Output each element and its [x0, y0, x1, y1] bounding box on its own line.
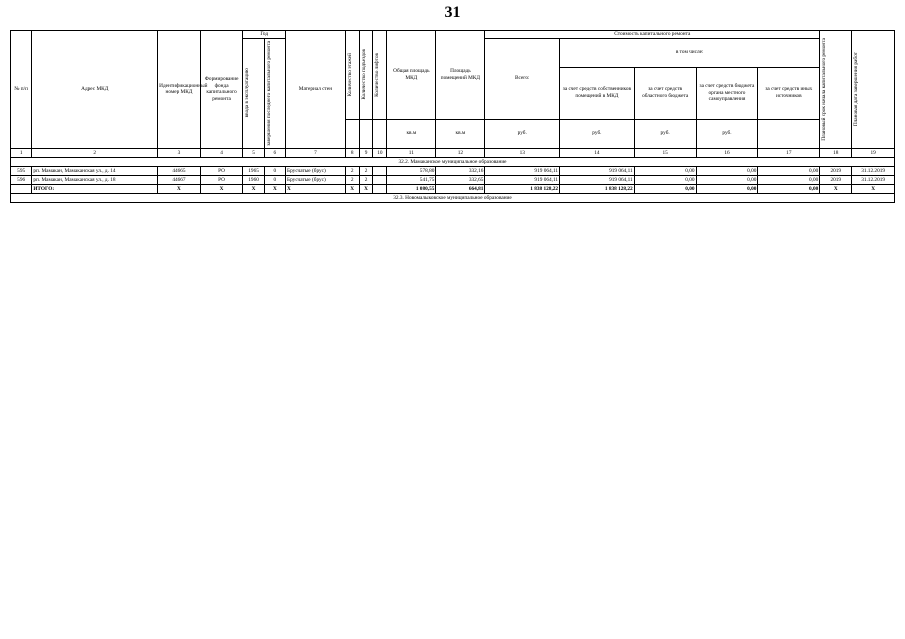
table-cell: 2	[359, 175, 373, 184]
section-title: 32.3. Новомалыковское муниципальное образование	[11, 193, 895, 202]
table-cell: 1 080,55	[387, 184, 436, 193]
table-row	[11, 175, 895, 184]
column-number: 13	[485, 148, 560, 157]
section-row	[11, 157, 895, 166]
hdr-fund: Формирование фонда капитального ремонта	[200, 31, 243, 149]
hdr-cost-group: Стоимость капитального ремонта	[485, 31, 820, 39]
column-number: 19	[852, 148, 895, 157]
column-number: 2	[32, 148, 158, 157]
hdr-incl: в том числе:	[560, 38, 820, 67]
hdr-floors: Количество этажей	[346, 53, 353, 97]
table-cell: 0,00	[696, 166, 758, 175]
table-cell	[373, 166, 387, 175]
table-cell: 1 838 128,22	[560, 184, 635, 193]
table-cell: 2019	[820, 175, 852, 184]
table-cell: 0	[264, 175, 285, 184]
table-cell	[373, 175, 387, 184]
column-number: 15	[634, 148, 696, 157]
hdr-address: Адрес МКД	[32, 31, 158, 149]
table-cell: 2019	[820, 166, 852, 175]
table-cell: 595	[11, 166, 32, 175]
table-cell	[373, 184, 387, 193]
table-cell: 0,00	[696, 175, 758, 184]
table-cell: 919 064,11	[485, 166, 560, 175]
column-number: 14	[560, 148, 635, 157]
hdr-num: № п/п	[11, 31, 32, 149]
column-number: 16	[696, 148, 758, 157]
table-cell: 664,81	[436, 184, 485, 193]
unit-m2-a: кв.м	[387, 119, 436, 148]
table-cell: 44667	[158, 175, 201, 184]
table-cell: 0,00	[634, 166, 696, 175]
hdr-total: Всего:	[485, 38, 560, 119]
table-cell: 1965	[243, 166, 264, 175]
column-number: 4	[200, 148, 243, 157]
hdr-plan-end: Плановая дата завершения работ	[853, 52, 860, 127]
table-cell: 2	[359, 166, 373, 175]
column-number: 17	[758, 148, 820, 157]
table-cell: рп. Мамакан, Мамаканская ул., д. 18	[32, 175, 158, 184]
table-cell: 578,80	[387, 166, 436, 175]
column-number: 6	[264, 148, 285, 157]
table-cell: Брусчатые (брус)	[286, 175, 346, 184]
table-cell: рп. Мамакан, Мамаканская ул., д. 14	[32, 166, 158, 175]
table-cell: 332,65	[436, 175, 485, 184]
column-number: 9	[359, 148, 373, 157]
column-number: 18	[820, 148, 852, 157]
column-number: 5	[243, 148, 264, 157]
table-cell: ИТОГО:	[32, 184, 158, 193]
hdr-year-overhaul: завершения последнего капитального ремонта	[265, 40, 272, 146]
table-cell: 1 838 128,22	[485, 184, 560, 193]
table-cell: 0,00	[634, 184, 696, 193]
column-number: 8	[345, 148, 359, 157]
table-cell: 31.12.2019	[852, 175, 895, 184]
table-cell: 44665	[158, 166, 201, 175]
table-cell: 0,00	[696, 184, 758, 193]
column-number: 1	[11, 148, 32, 157]
table-cell: 332,16	[436, 166, 485, 175]
section-title: 32.2. Мамаканское муниципальное образование	[11, 157, 895, 166]
column-number: 7	[286, 148, 346, 157]
hdr-living-area: Площадь помещений МКД	[436, 31, 485, 120]
hdr-entrances: Количество подъездов	[360, 49, 367, 101]
table-cell: X	[243, 184, 264, 193]
hdr-walls: Материал стен	[286, 31, 346, 149]
hdr-plan-start: Плановый срок начала капитального ремонта	[821, 37, 828, 141]
table-cell: 2	[345, 166, 359, 175]
section-row	[11, 193, 895, 202]
unit-rub-1: руб.	[485, 119, 560, 148]
table-cell: 0,00	[758, 166, 820, 175]
table-cell: РО	[200, 166, 243, 175]
table-cell: X	[158, 184, 201, 193]
column-number: 11	[387, 148, 436, 157]
table-cell: 919 064,11	[560, 166, 635, 175]
table-cell: X	[286, 184, 346, 193]
table-cell: 0,00	[634, 175, 696, 184]
hdr-lifts: Количество лифтов	[374, 52, 381, 97]
capital-repair-table	[10, 30, 895, 203]
table-cell: X	[200, 184, 243, 193]
unit-rub-3: руб.	[634, 119, 696, 148]
hdr-year-built: ввода в эксплуатацию	[244, 68, 251, 118]
table-cell: 1960	[243, 175, 264, 184]
hdr-other: за счет средств иных источников	[758, 67, 820, 119]
table-cell: X	[345, 184, 359, 193]
table-cell: 919 064,11	[485, 175, 560, 184]
hdr-year-group: Год	[243, 31, 286, 39]
table-cell: РО	[200, 175, 243, 184]
table-cell: X	[820, 184, 852, 193]
hdr-regional: за счет средств областного бюджета	[634, 67, 696, 119]
column-number: 10	[373, 148, 387, 157]
column-number: 12	[436, 148, 485, 157]
table-cell: 31.12.2019	[852, 166, 895, 175]
column-number: 3	[158, 148, 201, 157]
table-cell: 0,00	[758, 184, 820, 193]
table-cell: 0	[264, 166, 285, 175]
table-cell: X	[359, 184, 373, 193]
table-cell	[11, 184, 32, 193]
column-number-row	[11, 148, 895, 157]
table-cell: X	[852, 184, 895, 193]
table-cell: 919 064,11	[560, 175, 635, 184]
hdr-total-area: Общая площадь МКД	[387, 31, 436, 120]
unit-m2-b: кв.м	[436, 119, 485, 148]
table-cell: Брусчатые (брус)	[286, 166, 346, 175]
page-number: 31	[444, 4, 461, 21]
table-cell: 541,75	[387, 175, 436, 184]
table-row	[11, 166, 895, 175]
table-cell: 2	[345, 175, 359, 184]
hdr-local: за счет средств бюджета органа местного самоуправления	[696, 67, 758, 119]
unit-rub-4: руб.	[696, 119, 758, 148]
hdr-id: Идентификационный номер МКД	[158, 31, 201, 149]
table-cell: 596	[11, 175, 32, 184]
hdr-owners: за счет средств собственников помещений в МКД	[560, 67, 635, 119]
unit-rub-2: руб.	[560, 119, 635, 148]
total-row	[11, 184, 895, 193]
table-cell: X	[264, 184, 285, 193]
table-cell: 0,00	[758, 175, 820, 184]
